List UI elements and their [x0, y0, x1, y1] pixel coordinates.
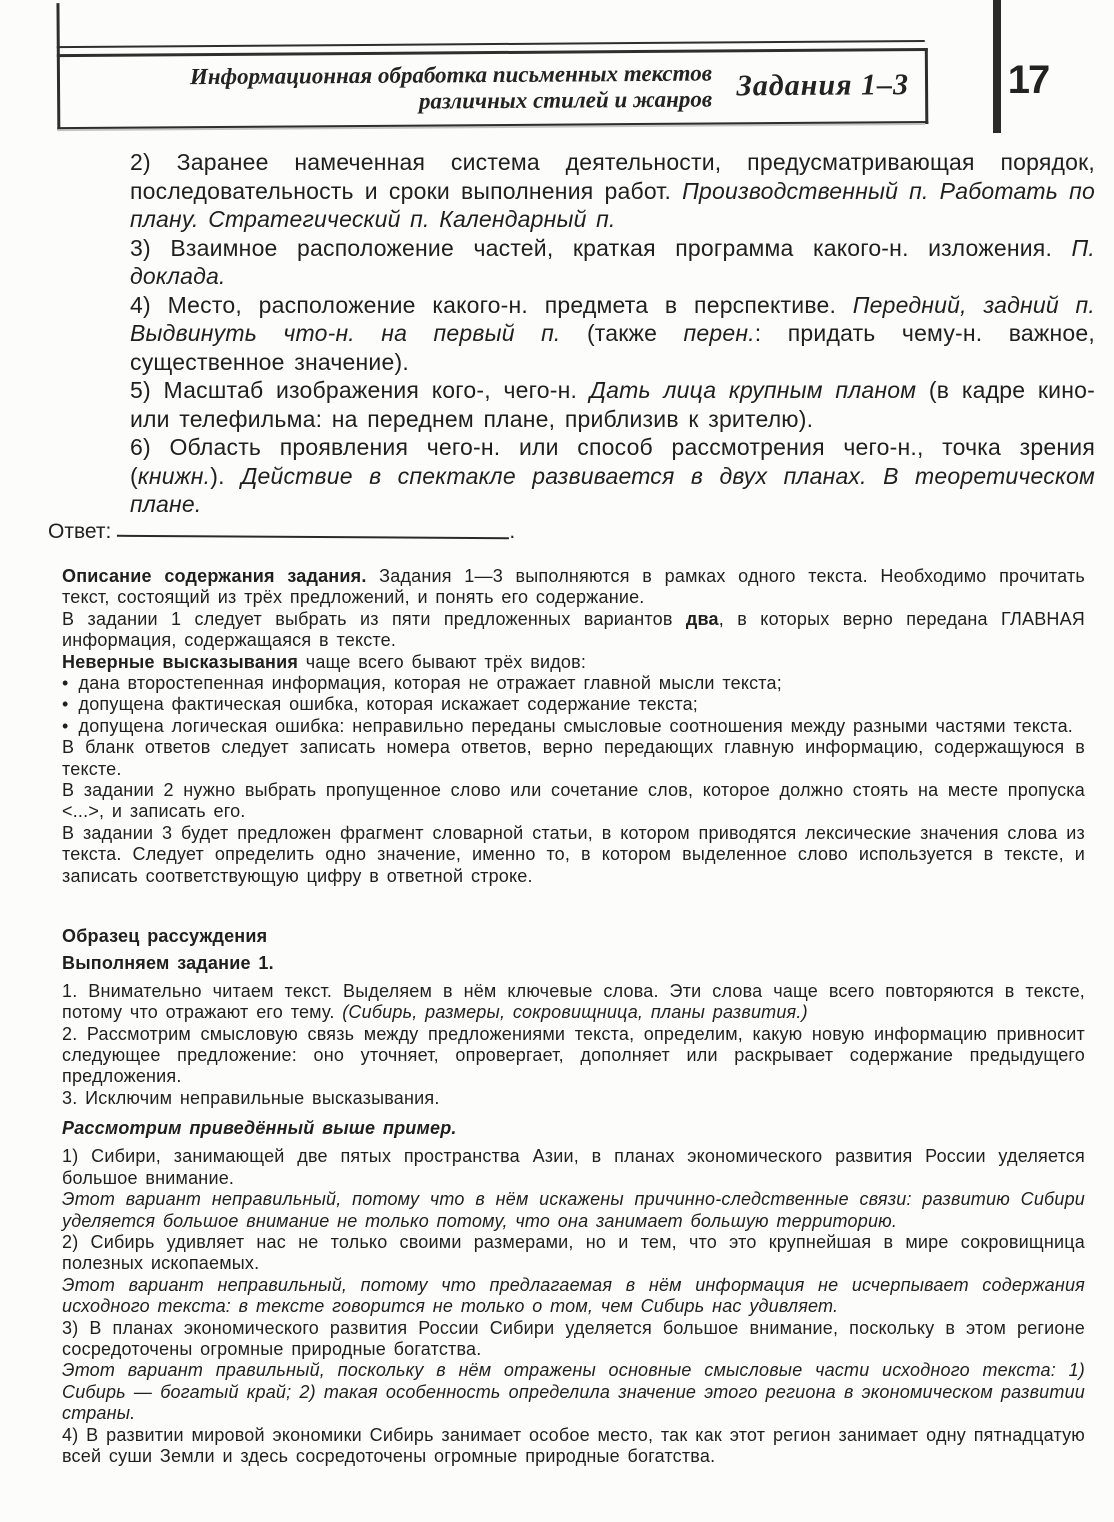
- bullet-item-1: • дана второстепенная информация, которая не отражает главной мысли текста;: [62, 673, 782, 694]
- description-paragraph-6: В задании 3 будет предложен фрагмент словарной статьи, в котором приводятся лексические значения слова из текста. Следует определить одно значение, именно то, в котором выделенное слово используется в тексте, и записать соответствующую цифру в ответной строке.: [62, 822, 1085, 886]
- definition-item-4: 4) Место, расположение какого-н. предмета в перспективе. Передний, задний п. Выдвинуть что-н. на первый п. (также перен.: придать чему-н. важное, существенное значение).: [130, 291, 1095, 375]
- answer-period: .: [509, 520, 516, 543]
- definition-list: [130, 148, 1095, 519]
- description-paragraph-2: В задании 1 следует выбрать из пяти предложенных вариантов два, в которых верно передана ГЛАВНАЯ информация, содержащаяся в тексте.: [62, 608, 1086, 651]
- page-title: [57, 61, 712, 118]
- example-variant-3: 3) В планах экономического развития России Сибири уделяется большое внимание, поскольку в этом регионе сосредоточены огромные природные богатства.: [62, 1317, 1085, 1360]
- page-title-line2: различных стилей и жанров: [418, 86, 713, 114]
- header-top-rule: [57, 40, 925, 48]
- tasks-badge: Задания 1–3: [736, 68, 910, 103]
- example-comment-2: Этот вариант неправильный, потому что предлагаемая в нём информация не исчерпывает содержания исходного текста: в тексте говорится не только о том, чем Сибирь нас удивляет.: [62, 1274, 1085, 1317]
- sample-step-1: 1. Внимательно читаем текст. Выделяем в нём ключевые слова. Эти слова чаще всего повторяются в тексте, потому что отражают его тему. (Сибирь, размеры, сокровищница, планы развития.): [62, 980, 1085, 1023]
- page-number: 17: [1007, 58, 1049, 102]
- answer-row: [48, 517, 515, 544]
- example-comment-1: Этот вариант неправильный, потому что в нём искажены причинно-следственные связи: развитию Сибири уделяется большое внимание не только потому, что она занимает большую территорию.: [62, 1189, 1085, 1231]
- definition-item-3: 3) Взаимное расположение частей, краткая программа какого-н. изложения. П. доклада.: [130, 234, 1095, 289]
- sample-subheading: Выполняем задание 1.: [62, 953, 274, 974]
- page-title-line1: Информационная обработка письменных текстов: [189, 60, 713, 90]
- page-header: [0, 0, 1114, 143]
- bullet-icon: •: [62, 694, 69, 715]
- description-paragraph-5: В задании 2 нужно выбрать пропущенное слово или сочетание слов, которое должно стоять на месте пропуска <...>, и записать его.: [62, 780, 1085, 822]
- sample-step-2: 2. Рассмотрим смысловую связь между предложениями текста, определим, какую новую информацию привносит следующее предложение: оно уточняет, опровергает, дополняет или раскрывает содержание предыдущего предложения.: [62, 1023, 1085, 1087]
- description-paragraph-4: В бланк ответов следует записать номера ответов, верно передающих главную информацию, содержащуюся в тексте.: [62, 737, 1085, 779]
- bullet-icon: •: [62, 715, 69, 736]
- answer-blank-line: [117, 516, 509, 539]
- bullet-item-2: • допущена фактическая ошибка, которая искажает содержание текста;: [62, 694, 699, 715]
- description-paragraph-1: Описание содержания задания. Задания 1—3 выполняются в рамках одного текста. Необходимо прочитать текст, состоящий из трёх предложений, и понять его содержание.: [62, 566, 1085, 608]
- bullet-icon: •: [62, 673, 69, 694]
- page-edge-bar: [993, 0, 1001, 133]
- task-description-section: [62, 566, 1085, 887]
- bullet-item-3: • допущена логическая ошибка: неправильно переданы смысловые соотношения между разными частями текста.: [62, 715, 1074, 736]
- example-variant-2: 2) Сибирь удивляет нас не только своими размерами, но и тем, что это крупнейшая в мире сокровищница полезных ископаемых.: [62, 1232, 1085, 1274]
- sample-reasoning-section: [62, 926, 1085, 1109]
- definition-item-2: 2) Заранее намеченная система деятельности, предусматривающая порядок, последовательность и сроки выполнения работ. Производственный п. Работать по плану. Стратегический п. Календарный п.: [130, 149, 1096, 232]
- header-box: [57, 48, 929, 130]
- example-heading: Рассмотрим приведённый выше пример.: [62, 1118, 457, 1138]
- definition-item-6: 6) Область проявления чего-н. или способ рассмотрения чего-н., точка зрения (книжн.). Действие в спектакле развивается в двух планах. В теоретическом плане.: [130, 434, 1095, 517]
- worked-example-section: [62, 1118, 1085, 1468]
- description-paragraph-3: Неверные высказывания чаще всего бывают трёх видов:: [62, 651, 587, 672]
- sample-heading: Образец рассуждения: [62, 926, 268, 946]
- example-comment-3: Этот вариант правильный, поскольку в нём отражены основные смысловые части исходного текста: 1) Сибирь — богатый край; 2) такая особенность определила значение этого региона в экономическом развитии страны.: [62, 1360, 1085, 1424]
- definition-item-5: 5) Масштаб изображения кого-, чего-н. Дать лица крупным планом (в кадре кино- или телефильма: на переднем плане, приблизив к зрителю).: [130, 377, 1095, 432]
- example-variant-4: 4) В развитии мировой экономики Сибирь занимает особое место, так как этот регион занимает одну пятнадцатую всей суши Земли и здесь сосредоточены огромные природные богатства.: [62, 1424, 1085, 1467]
- answer-label: Ответ:: [48, 520, 112, 543]
- sample-step-3: 3. Исключим неправильные высказывания.: [62, 1087, 440, 1108]
- example-variant-1: 1) Сибири, занимающей две пятых пространства Азии, в планах экономического развития России уделяется большое внимание.: [62, 1146, 1085, 1188]
